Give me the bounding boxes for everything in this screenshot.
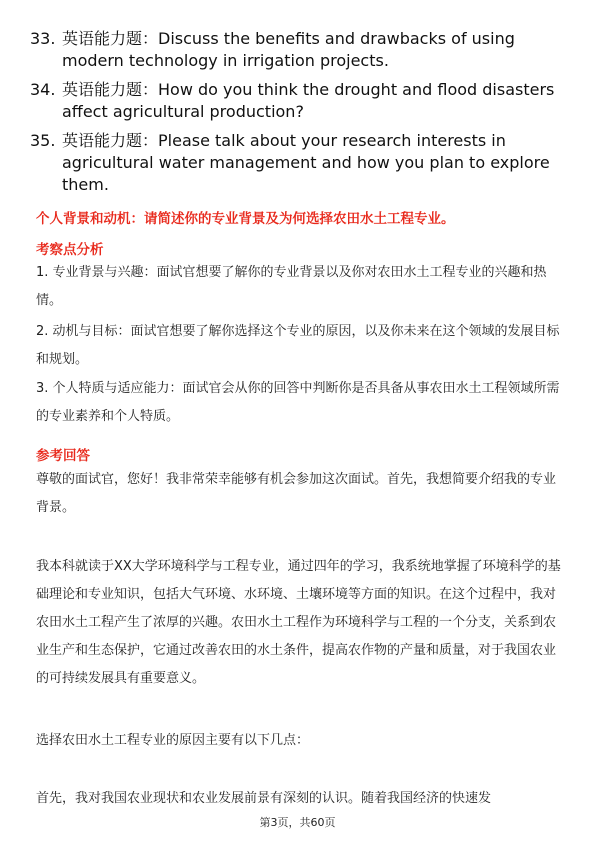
- answer-paragraph: 首先，我对我国农业现状和农业发展前景有深刻的认识。随着我国经济的快速发: [36, 791, 492, 806]
- answer-heading: 参考回答: [36, 448, 90, 464]
- question-number: 34.: [30, 80, 56, 99]
- question-35: [30, 130, 560, 196]
- answer-paragraph: 选择农田水土工程专业的原因主要有以下几点：: [36, 733, 310, 748]
- answer-paragraph: 尊敬的面试官，您好！我非常荣幸能够有机会参加这次面试。首先，我想简要介绍我的专业背景。: [36, 472, 557, 515]
- analysis-item: 3. 个人特质与适应能力：面试官会从你的回答中判断你是否具备从事农田水土工程领域所需的专业素养和个人特质。: [36, 381, 560, 424]
- question-number: 33.: [30, 29, 56, 48]
- analysis-item: 1. 专业背景与兴趣：面试官想要了解你的专业背景以及你对农田水土工程专业的兴趣和热情。: [36, 265, 547, 308]
- analysis-item: 2. 动机与目标：面试官想要了解你选择这个专业的原因，以及你未来在这个领域的发展目标和规划。: [36, 324, 560, 367]
- question-number: 35.: [30, 131, 56, 150]
- question-text: 英语能力题：Please talk about your research interests in agricultural water management and how you plan to explore them.: [62, 131, 550, 194]
- question-text: 英语能力题：Discuss the benefits and drawbacks of using modern technology in irrigation projects.: [62, 29, 515, 70]
- answer-paragraph: 我本科就读于XX大学环境科学与工程专业，通过四年的学习，我系统地掌握了环境科学的基础理论和专业知识，包括大气环境、水环境、土壤环境等方面的知识。在这个过程中，我对农田水土工程产生了浓厚的兴趣。农田水土工程作为环境科学与工程的一个分支，关系到农业生产和生态保护，它通过改善农田的水土条件，提高农作物的产量和质量，对于我国农业的可持续发展具有重要意义。: [36, 559, 561, 686]
- question-text: 英语能力题：How do you think the drought and flood disasters affect agricultural production?: [62, 80, 555, 121]
- section-title: 个人背景和动机：请简述你的专业背景及为何选择农田水土工程专业。: [36, 211, 455, 227]
- question-33: [30, 28, 560, 72]
- analysis-heading: 考察点分析: [36, 242, 104, 258]
- page-footer: 第3页，共60页: [259, 816, 336, 829]
- question-34: [30, 79, 560, 123]
